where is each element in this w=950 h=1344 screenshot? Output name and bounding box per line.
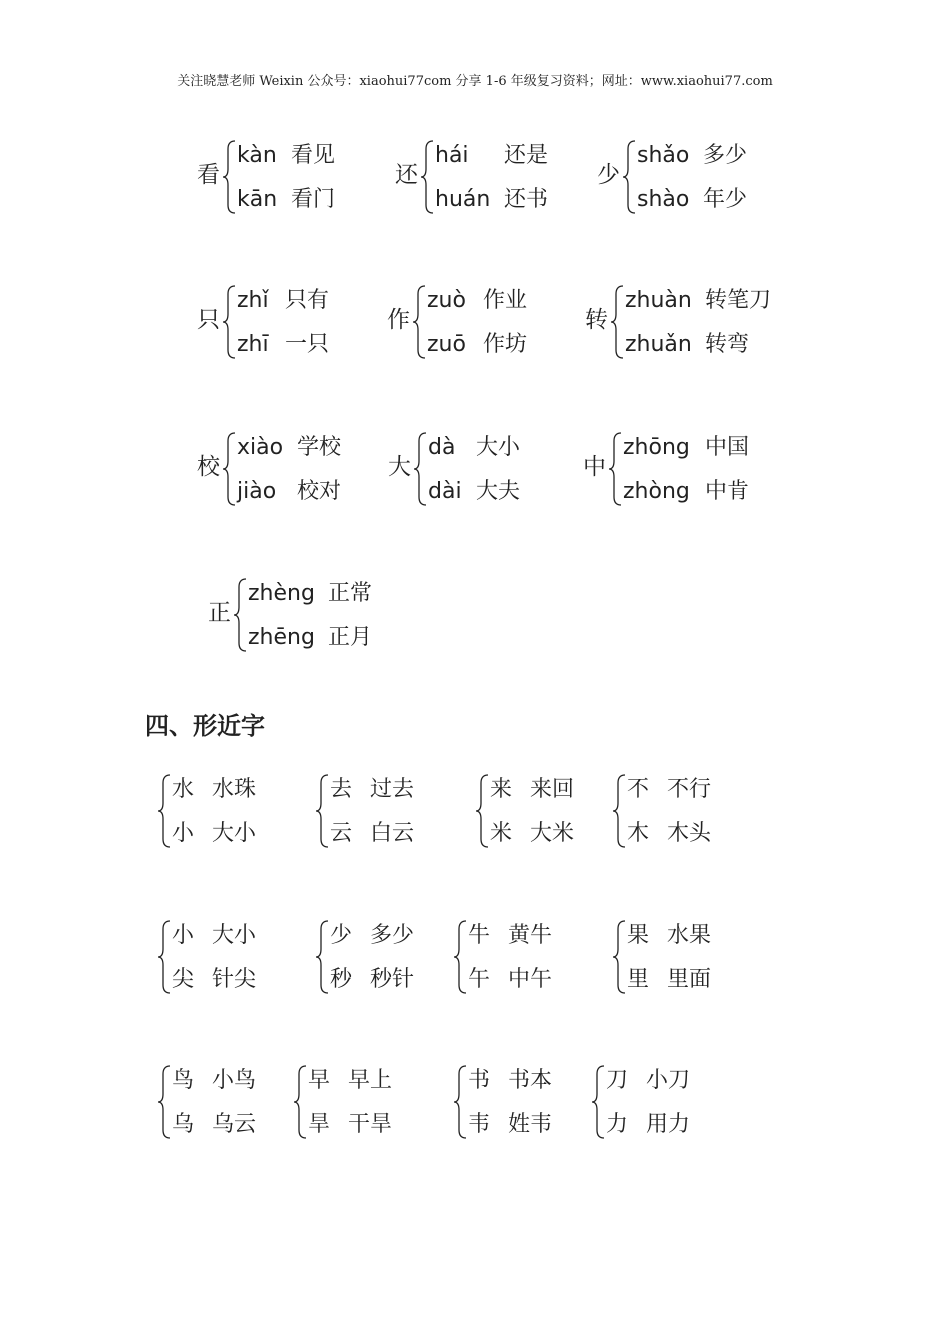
brace-icon	[413, 285, 427, 359]
word: 水珠	[212, 777, 257, 802]
pinyin: zhèng	[248, 581, 315, 606]
brace-icon	[592, 1065, 606, 1139]
similar-char: 韦	[468, 1112, 491, 1137]
word: 多少	[703, 143, 748, 168]
word: 白云	[370, 821, 415, 846]
similar-char: 早	[308, 1068, 331, 1093]
brace-icon	[421, 140, 435, 214]
word: 只有	[285, 288, 330, 313]
section-title: 四、形近字	[145, 712, 265, 740]
word: 过去	[370, 777, 415, 802]
brace-icon	[623, 140, 637, 214]
similar-char: 水	[172, 777, 195, 802]
word: 早上	[348, 1068, 393, 1093]
word: 学校	[297, 435, 342, 460]
word: 看见	[291, 143, 336, 168]
brace-icon	[223, 140, 237, 214]
brace-icon	[158, 774, 172, 848]
word: 来回	[530, 777, 575, 802]
word: 大米	[530, 821, 575, 846]
brace-icon	[234, 578, 248, 652]
pinyin: zhǐ	[237, 288, 269, 313]
word: 不行	[667, 777, 712, 802]
page-header: 关注晓慧老师 Weixin 公众号：xiaohui77com 分享 1-6 年级复习资料；网址：www.xiaohui77.com	[177, 74, 773, 89]
brace-icon	[454, 1065, 468, 1139]
word: 用力	[646, 1112, 691, 1137]
similar-char: 乌	[172, 1112, 195, 1137]
word: 作业	[483, 288, 528, 313]
similar-char: 云	[330, 821, 353, 846]
pinyin: jiào	[237, 479, 277, 504]
similar-char: 里	[627, 967, 650, 992]
polyphone-char: 少	[597, 162, 620, 188]
similar-char: 来	[490, 777, 513, 802]
word: 转弯	[705, 332, 750, 357]
similar-char: 旱	[308, 1112, 331, 1137]
pinyin: shǎo	[637, 143, 690, 168]
similar-char: 不	[627, 777, 650, 802]
pinyin: hái	[435, 143, 469, 168]
word: 作坊	[483, 332, 528, 357]
word: 看门	[291, 187, 336, 212]
polyphone-char: 正	[208, 600, 231, 626]
brace-icon	[316, 774, 330, 848]
pinyin: huán	[435, 187, 491, 212]
brace-icon	[609, 432, 623, 506]
word: 针尖	[212, 967, 257, 992]
brace-icon	[158, 920, 172, 994]
brace-icon	[611, 285, 625, 359]
similar-char: 小	[172, 923, 195, 948]
pinyin: xiào	[237, 435, 284, 460]
similar-char: 午	[468, 967, 491, 992]
word: 正月	[328, 625, 373, 650]
word: 干旱	[348, 1112, 393, 1137]
brace-icon	[454, 920, 468, 994]
word: 一只	[285, 332, 330, 357]
word: 水果	[667, 923, 712, 948]
brace-icon	[613, 920, 627, 994]
word: 大小	[212, 821, 257, 846]
brace-icon	[476, 774, 490, 848]
brace-icon	[158, 1065, 172, 1139]
similar-char: 木	[627, 821, 650, 846]
pinyin: zhōng	[623, 435, 690, 460]
brace-icon	[316, 920, 330, 994]
pinyin: zhòng	[623, 479, 690, 504]
polyphone-char: 转	[585, 307, 608, 333]
pinyin: kàn	[237, 143, 277, 168]
word: 大小	[476, 435, 521, 460]
brace-icon	[223, 432, 237, 506]
polyphone-char: 还	[395, 162, 418, 188]
word: 小鸟	[212, 1068, 257, 1093]
word: 里面	[667, 967, 712, 992]
brace-icon	[223, 285, 237, 359]
brace-icon	[294, 1065, 308, 1139]
polyphone-char: 作	[387, 307, 410, 333]
word: 小刀	[646, 1068, 691, 1093]
similar-char: 去	[330, 777, 353, 802]
pinyin: zuō	[427, 332, 466, 357]
word: 正常	[328, 581, 373, 606]
word: 还是	[504, 143, 549, 168]
similar-char: 小	[172, 821, 195, 846]
pinyin: zhuàn	[625, 288, 692, 313]
similar-char: 力	[606, 1112, 629, 1137]
similar-char: 鸟	[172, 1068, 195, 1093]
pinyin: dà	[428, 435, 456, 460]
word: 姓韦	[508, 1112, 553, 1137]
pinyin: kān	[237, 187, 278, 212]
word: 中国	[705, 435, 750, 460]
word: 黄牛	[508, 923, 553, 948]
pinyin: shào	[637, 187, 690, 212]
brace-icon	[613, 774, 627, 848]
similar-char: 尖	[172, 967, 195, 992]
similar-char: 牛	[468, 923, 491, 948]
similar-char: 书	[468, 1068, 491, 1093]
similar-char: 果	[627, 923, 650, 948]
similar-char: 秒	[330, 967, 353, 992]
similar-char: 少	[330, 923, 353, 948]
word: 秒针	[370, 967, 415, 992]
polyphone-char: 只	[197, 307, 220, 333]
polyphone-char: 看	[197, 162, 220, 188]
pinyin: dài	[428, 479, 462, 504]
similar-char: 米	[490, 821, 513, 846]
pinyin: zuò	[427, 288, 466, 313]
pinyin: zhēng	[248, 625, 315, 650]
word: 年少	[703, 187, 748, 212]
polyphone-char: 校	[197, 454, 220, 480]
similar-char: 刀	[606, 1068, 629, 1093]
word: 大夫	[476, 479, 521, 504]
word: 书本	[508, 1068, 553, 1093]
word: 中肯	[705, 479, 750, 504]
word: 多少	[370, 923, 415, 948]
word: 还书	[504, 187, 549, 212]
word: 中午	[508, 967, 553, 992]
word: 乌云	[212, 1112, 257, 1137]
brace-icon	[414, 432, 428, 506]
word: 转笔刀	[705, 288, 772, 313]
polyphone-char: 中	[583, 454, 606, 480]
word: 木头	[667, 821, 712, 846]
word: 校对	[297, 479, 342, 504]
word: 大小	[212, 923, 257, 948]
polyphone-char: 大	[388, 454, 411, 480]
pinyin: zhuǎn	[625, 332, 692, 357]
pinyin: zhī	[237, 332, 269, 357]
